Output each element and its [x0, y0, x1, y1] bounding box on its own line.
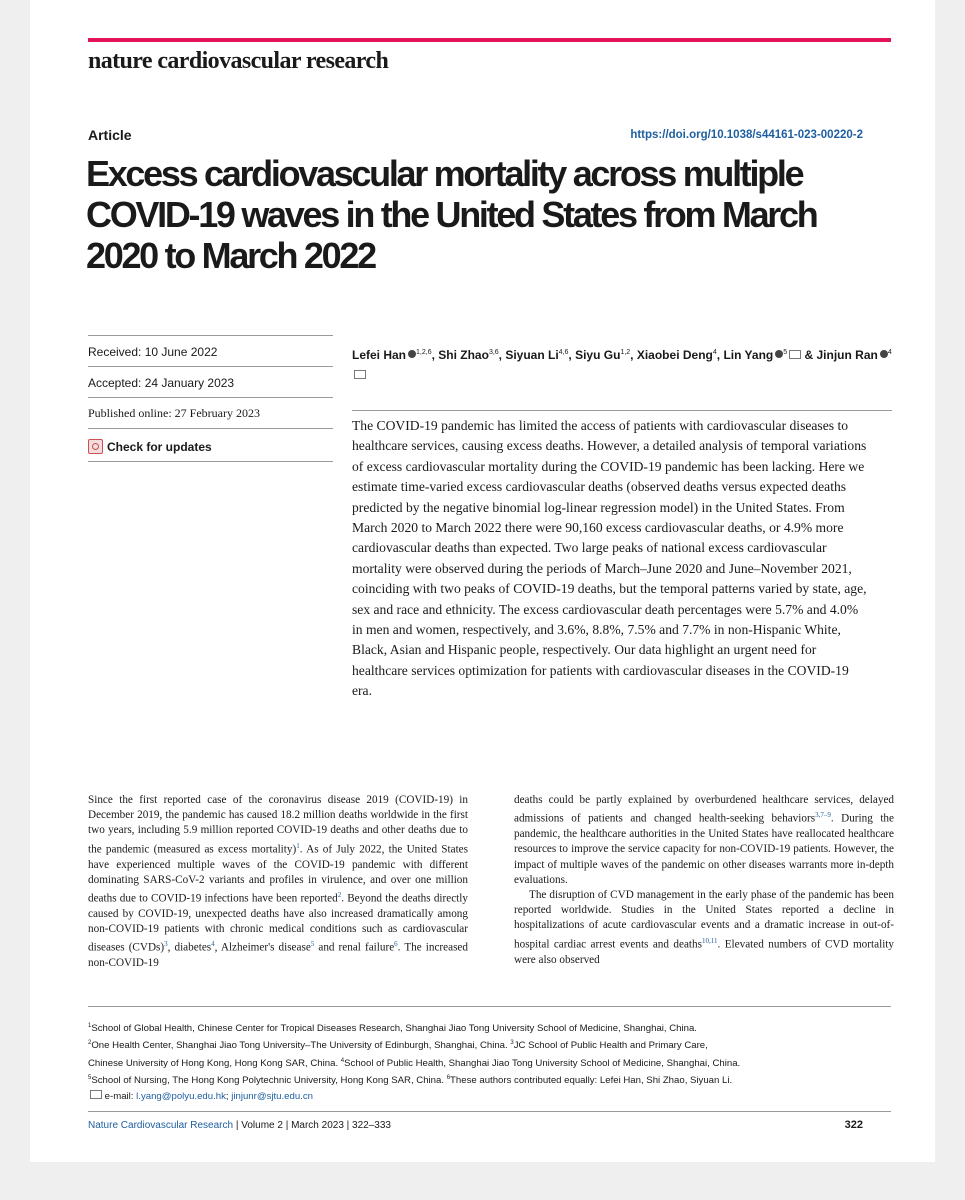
footer-volume: | Volume 2 | March 2023 | 322–333 [233, 1120, 391, 1131]
author-name: Siyu Gu [575, 348, 621, 362]
footer-divider [88, 1111, 891, 1112]
author-name: Siyuan Li [505, 348, 559, 362]
body-column-right [514, 793, 894, 968]
page [30, 0, 935, 1162]
email-link-lyang[interactable]: l.yang@polyu.edu.hk [136, 1090, 226, 1102]
accepted-date: Accepted: 24 January 2023 [88, 367, 333, 398]
article-type: Article [88, 127, 132, 143]
received-date: Received: 10 June 2022 [88, 336, 333, 367]
author-name: Xiaobei Deng [636, 348, 713, 362]
abstract: The COVID-19 pandemic has limited the access of patients with cardiovascular diseases to healthcare services, causing excess deaths. However, a detailed analysis of temporal variations of excess cardiovascular mortality during the COVID-19 pandemic has been lacking. Here we estimate time-varied excess cardiovascular deaths (observed deaths versus expected deaths predicted by the negative binomial log-linear regression model) in the United States. From March 2020 to March 2022 there were 90,160 excess cardiovascular deaths, or 4.9% more cardiovascular deaths than expected. Two large peaks of national excess cardiovascular mortality were observed during the periods of March–June 2020 and June–November 2021, coinciding with two peaks of COVID-19 deaths, but the temporal patterns varied by state, age, sex and race and ethnicity. The excess cardiovascular death percentages were 5.7% and 4.0% in men and women, respectively, and 3.6%, 8.8%, 7.5% and 7.7% in non-Hispanic White, Black, Asian and Hispanic people, respectively. Our data highlight an urgent need for healthcare services optimization for patients with cardiovascular diseases in the COVID-19 era. [352, 418, 867, 699]
author-affiliation-marker: 3,6 [488, 349, 499, 356]
author-name: & Jinjun Ran [804, 348, 878, 362]
journal-accent-bar [88, 38, 891, 42]
author-name: Lefei Han [352, 348, 407, 362]
email-link-jinjunr[interactable]: jinjunr@sjtu.edu.cn [231, 1090, 313, 1102]
article-title: Excess cardiovascular mortality across multiple COVID-19 waves in the United States from March 2020 to March 2022 [86, 153, 817, 276]
published-date: Published online: 27 February 2023 [88, 398, 333, 429]
body-paragraph: The disruption of CVD management in the early phase of the pandemic has been reported worldwide. Studies in the United States reported a decline in hospitalizations of acute cardiovascular events and a dramatic increase in out-of-hospital cardiac arrest events and deaths$^{10,11}$. Elevated numbers of CVD mortality were also observed [514, 888, 894, 966]
author-affiliation-marker: 4,6 [558, 349, 569, 356]
page-number: 322 [844, 1119, 863, 1131]
affiliation-line: $^1$School of Global Health, Chinese Center for Tropical Diseases Research, Shanghai Jiao Tong University School of Medicine, Shanghai, China. [88, 1023, 697, 1035]
mail-icon[interactable] [789, 350, 801, 359]
author-list: Lefei Han $^{1,2,6}$, Shi Zhao$^{3,6}$, Siyuan Li$^{4,6}$, Siyu Gu$^{1,2}$, Xiaobei Deng$^4$, Lin Yang $^5$ & Jinjun Ran $^4$ [352, 343, 892, 385]
mail-icon [90, 1090, 102, 1099]
author-name: Shi Zhao [438, 348, 489, 362]
affiliations [88, 1019, 891, 1104]
check-for-updates-button[interactable] [88, 429, 333, 462]
affiliation-line: $^2$One Health Center, Shanghai Jiao Tong University–The University of Edinburgh, Shanghai, China. $^3$JC School of Public Health and Primary Care, [88, 1040, 708, 1052]
body-paragraph: Since the first reported case of the coronavirus disease 2019 (COVID-19) in December 2019, the pandemic has caused 18.2 million deaths worldwide in the first two years, including 5.9 million reported COVID-19 deaths and other deaths due to the pandemic (measured as excess mortality)$^1$. As of July 2022, the United States have experienced multiple waves of the COVID-19 pandemic with different dominating SARS-CoV-2 variants and profiles in virulence, and over one million deaths due to COVID-19 infections have been reported$^2$. Beyond the deaths directly caused by COVID-19, unexpected deaths have also increased dramatically among non-COVID-19 patients with chronic medical conditions such as cardiovascular diseases (CVDs)$^3$, diabetes$^4$, Alzheimer's disease$^5$ and renal failure$^6$. The increased non-COVID-19 [88, 794, 468, 970]
article-dates [88, 335, 333, 462]
doi-link[interactable]: https://doi.org/10.1038/s44161-023-00220-2 [630, 129, 863, 141]
body-column-left [88, 793, 468, 971]
affiliation-line: $^5$School of Nursing, The Hong Kong Polytechnic University, Hong Kong SAR, China. $^6$These authors contributed equally: Lefei Han, Shi Zhao, Siyuan Li. [88, 1075, 733, 1087]
orcid-icon[interactable] [408, 350, 416, 358]
footer-journal-link[interactable]: Nature Cardiovascular Research [88, 1120, 234, 1131]
author-name: Lin Yang [723, 348, 774, 362]
abstract-divider [352, 410, 892, 411]
author-affiliation-marker: 1,2 [620, 349, 631, 356]
footnote-divider [88, 1006, 891, 1007]
check-updates-label: Check for updates [107, 439, 212, 454]
mail-icon[interactable] [354, 370, 366, 379]
author-affiliation-marker: 4 [712, 349, 717, 356]
author-affiliation-marker: 4 [887, 349, 892, 356]
affiliation-line: Chinese University of Hong Kong, Hong Kong SAR, China. $^4$School of Public Health, Shanghai Jiao Tong University School of Medicine, Shanghai, China. [88, 1057, 741, 1069]
email-line: e-mail: l.yang@polyu.edu.hk; jinjunr@sjtu.edu.cn [88, 1089, 891, 1104]
email-label: e-mail: [104, 1090, 134, 1102]
author-affiliation-marker: 5 [783, 349, 788, 356]
journal-name: nature cardiovascular research [88, 48, 389, 74]
body-paragraph: deaths could be partly explained by overburdened healthcare services, delayed admissions of patients and changed health-seeking behaviors$^{3,7-9}$. During the pandemic, the healthcare authorities in the United States have reallocated healthcare resources to improve the service capacity for non-COVID-19 patients. However, the impact of multiple waves of the pandemic on other diseases warrants more in-depth evaluations. [514, 794, 894, 886]
orcid-icon[interactable] [880, 350, 888, 358]
footer-citation [88, 1120, 391, 1131]
author-affiliation-marker: 1,2,6 [416, 349, 432, 356]
check-updates-icon [88, 439, 103, 454]
